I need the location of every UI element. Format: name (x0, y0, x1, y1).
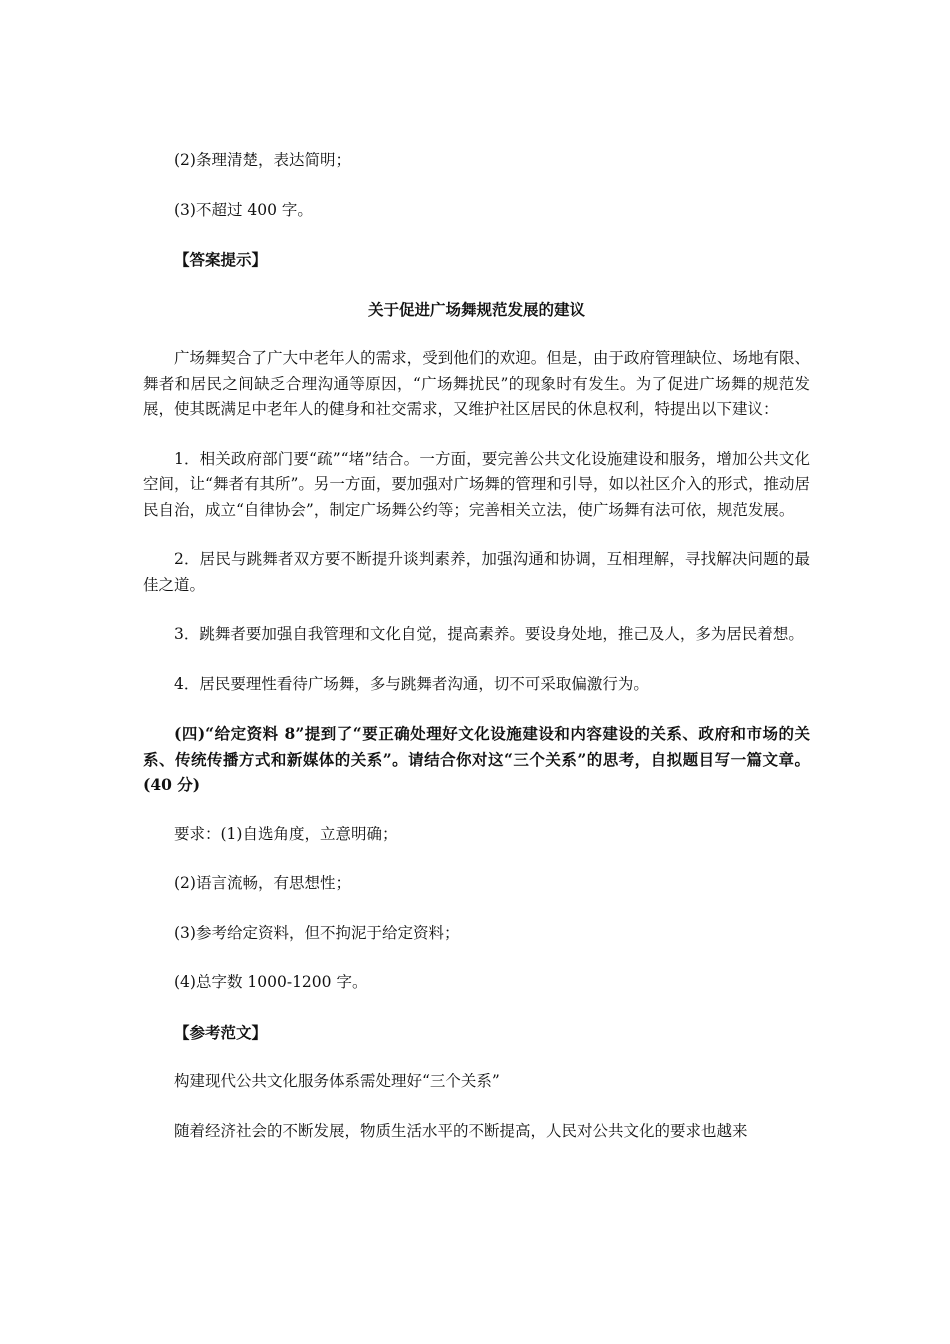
suggestion-1: 1．相关政府部门要“疏”“堵”结合。一方面，要完善公共文化设施建设和服务，增加公共文化空间，让“舞者有其所”。另一方面，要加强对广场舞的管理和引导，如以社区介入的形式，推动居民自治，成立“自律协会”，制定广场舞公约等；完善相关立法，使广场舞有法可依，规范发展。 (143, 449, 810, 519)
proposal-title: 关于促进广场舞规范发展的建议 (367, 299, 585, 319)
reference-essay-heading: 【参考范文】 (174, 1022, 268, 1042)
proposal-intro: 广场舞契合了广大中老年人的需求，受到他们的欢迎。但是，由于政府管理缺位、场地有限、舞者和居民之间缺乏合理沟通等原因，“广场舞扰民”的现象时有发生。为了促进广场舞的规范发展，使其既满足中老年人的健身和社交需求，又维护社区居民的休息权利，特提出以下建议： (143, 349, 810, 418)
suggestion-3: 3．跳舞者要加强自我管理和文化自觉，提高素养。要设身处地，推己及人，多为居民着想。 (174, 625, 804, 643)
requirement-2: (2)条理清楚，表达简明； (174, 151, 351, 169)
essay-requirement-2: (2)语言流畅，有思想性； (174, 874, 351, 892)
suggestion-4: 4．居民要理性看待广场舞，多与跳舞者沟通，切不可采取偏激行为。 (174, 674, 649, 693)
essay-paragraph-1: 随着经济社会的不断发展，物质生活水平的不断提高，人民对公共文化的要求也越来 (174, 1121, 748, 1140)
question-4: (四)“给定资料 8”提到了“要正确处理好文化设施建设和内容建设的关系、政府和市场的关系、传统传播方式和新媒体的关系”。请结合你对这“三个关系”的思考，自拟题目写一篇文章。(40 分) (143, 724, 810, 794)
requirement-3: (3)不超过 400 字。 (174, 200, 313, 219)
essay-title: 构建现代公共文化服务体系需处理好“三个关系” (174, 1072, 500, 1090)
answer-hint-heading: 【答案提示】 (174, 250, 268, 269)
document-page (143, 148, 810, 1144)
essay-requirement-4: (4)总字数 1000-1200 字。 (174, 973, 368, 991)
suggestion-2: 2．居民与跳舞者双方要不断提升谈判素养，加强沟通和协调，互相理解，寻找解决问题的最佳之道。 (143, 550, 810, 594)
essay-requirement-3: (3)参考给定资料，但不拘泥于给定资料； (174, 923, 460, 942)
essay-requirement-1: 要求：(1)自选角度，立意明确； (174, 824, 398, 843)
